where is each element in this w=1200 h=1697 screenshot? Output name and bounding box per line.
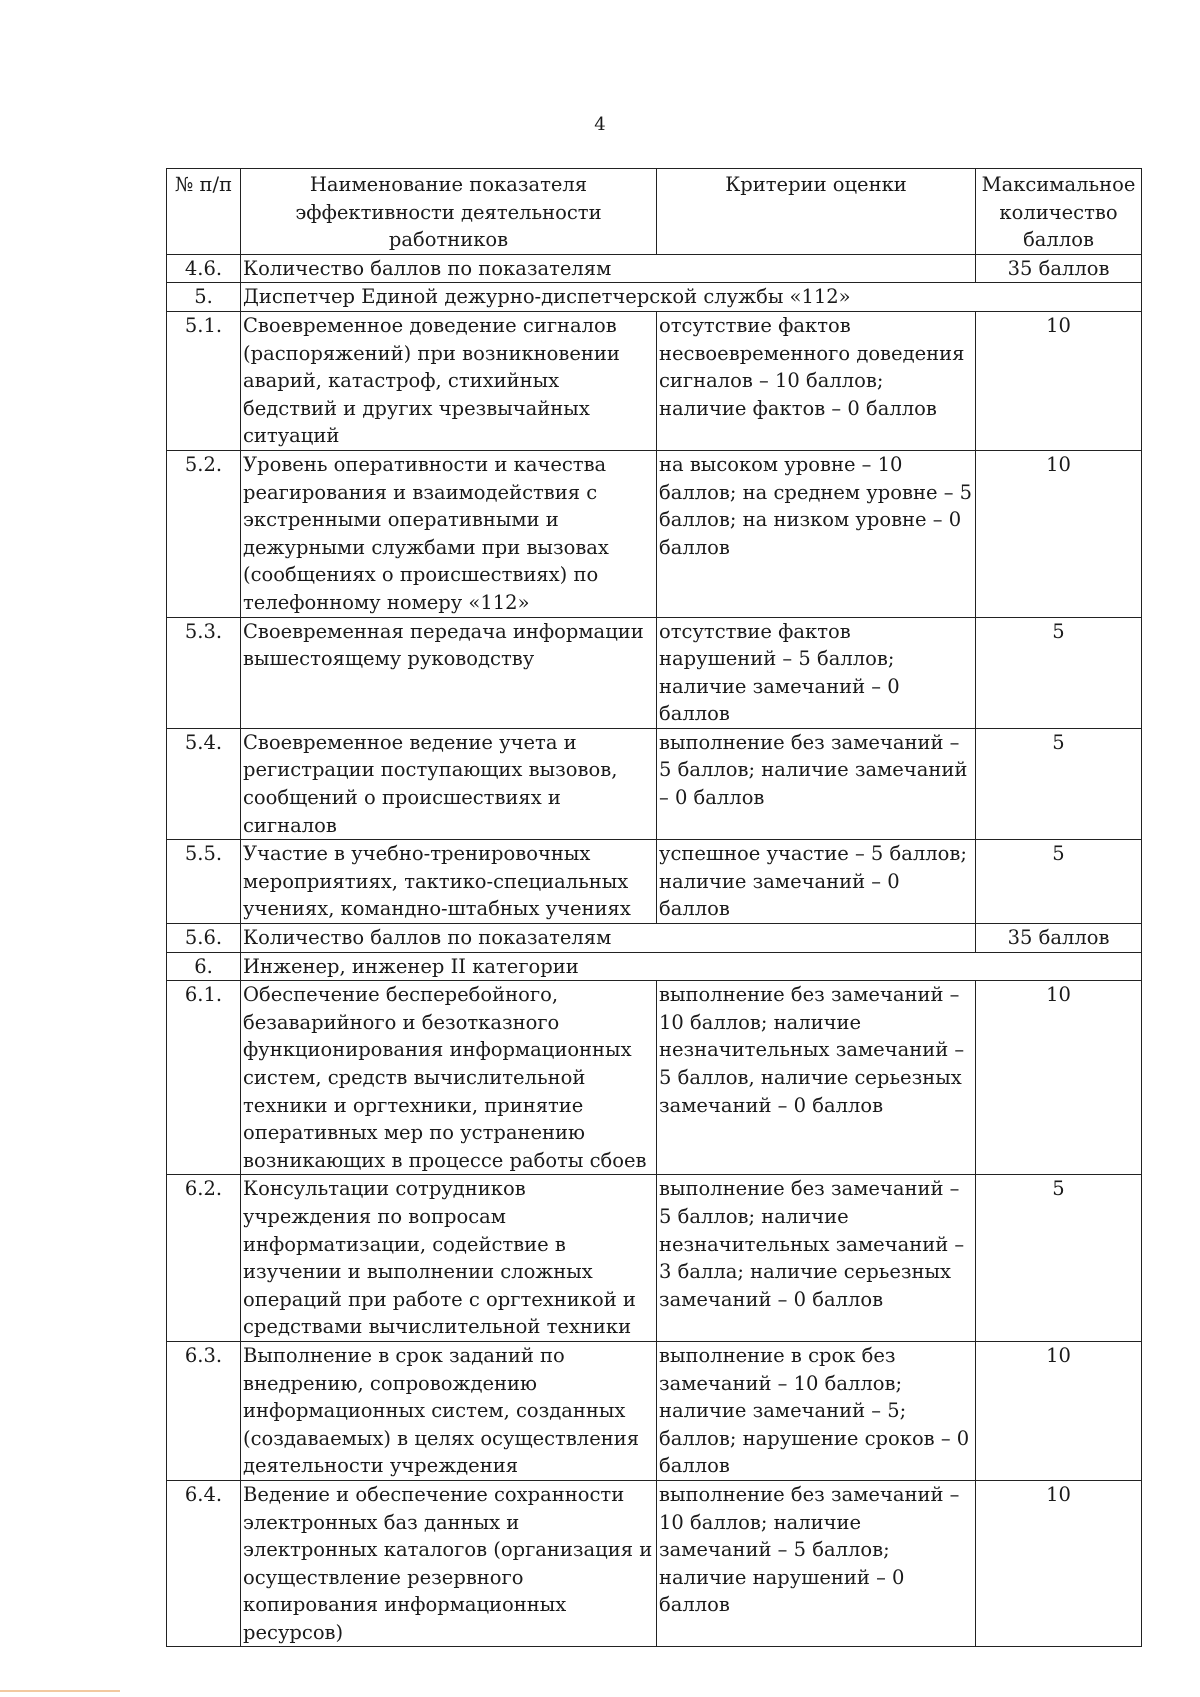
row-name: Выполнение в срок заданий по внедрению, сопровождению информационных систем, созданных (создаваемых) в целях осуществления деятельности учреждения [241,1341,657,1480]
row-max: 10 [976,311,1142,450]
row-criteria: успешное участие – 5 баллов; наличие замечаний – 0 баллов [657,840,976,924]
row-criteria: выполнение в срок без замечаний – 10 баллов; наличие замечаний – 5; баллов; нарушение сроков – 0 баллов [657,1341,976,1480]
header-num: № п/п [167,169,241,255]
row-max: 35 баллов [976,924,1142,953]
section-title: Инженер, инженер II категории [241,952,1142,981]
row-name: Обеспечение бесперебойного, безаварийного и безотказного функционирования информационных систем, средств вычислительной техники и оргтехники, принятие оперативных мер по устранению возникающих в процессе работы сбоев [241,981,657,1175]
row-num: 6. [167,952,241,981]
table-row [167,840,1142,924]
row-max: 10 [976,450,1142,617]
row-num: 5. [167,283,241,312]
header-name: Наименование показателя эффективности деятельности работников [241,169,657,255]
row-criteria: выполнение без замечаний – 5 баллов; наличие незначительных замечаний – 3 балла; наличие серьезных замечаний – 0 баллов [657,1175,976,1342]
row-criteria: отсутствие фактов несвоевременного доведения сигналов – 10 баллов; наличие фактов – 0 баллов [657,311,976,450]
row-max: 5 [976,728,1142,839]
table-row-section [167,283,1142,312]
table-row [167,728,1142,839]
section-title: Диспетчер Единой дежурно-диспетчерской службы «112» [241,283,1142,312]
table-row [167,617,1142,728]
table-row [167,1480,1142,1647]
table-row-section [167,952,1142,981]
row-name: Своевременная передача информации вышестоящему руководству [241,617,657,728]
table-row [167,1175,1142,1342]
row-name: Участие в учебно-тренировочных мероприятиях, тактико-специальных учениях, командно-штабных учениях [241,840,657,924]
row-num: 6.4. [167,1480,241,1647]
row-name: Своевременное ведение учета и регистрации поступающих вызовов, сообщений о происшествиях и сигналов [241,728,657,839]
row-max: 5 [976,617,1142,728]
row-max: 5 [976,1175,1142,1342]
row-num: 5.2. [167,450,241,617]
row-num: 6.3. [167,1341,241,1480]
table-row [167,1341,1142,1480]
row-max: 10 [976,1480,1142,1647]
row-num: 6.2. [167,1175,241,1342]
scan-edge-mark [0,1690,120,1692]
row-num: 5.4. [167,728,241,839]
row-num: 5.3. [167,617,241,728]
row-criteria: выполнение без замечаний – 10 баллов; наличие незначительных замечаний – 5 баллов, наличие серьезных замечаний – 0 баллов [657,981,976,1175]
row-criteria: выполнение без замечаний – 10 баллов; наличие замечаний – 5 баллов; наличие нарушений – 0 баллов [657,1480,976,1647]
table-row-total [167,254,1142,283]
row-max: 5 [976,840,1142,924]
row-name: Своевременное доведение сигналов (распоряжений) при возникновении аварий, катастроф, стихийных бедствий и других чрезвычайных ситуаций [241,311,657,450]
row-name: Ведение и обеспечение сохранности электронных баз данных и электронных каталогов (организация и осуществление резервного копирования информационных ресурсов) [241,1480,657,1647]
page-number: 4 [594,114,606,135]
table-row [167,981,1142,1175]
table-row [167,311,1142,450]
table-header-row [167,169,1142,255]
row-max: 10 [976,1341,1142,1480]
header-max: Максимальное количество баллов [976,169,1142,255]
row-num: 4.6. [167,254,241,283]
table-row [167,450,1142,617]
row-num: 5.6. [167,924,241,953]
row-num: 6.1. [167,981,241,1175]
table-row-total [167,924,1142,953]
row-criteria: выполнение без замечаний – 5 баллов; наличие замечаний – 0 баллов [657,728,976,839]
row-num: 5.5. [167,840,241,924]
row-name: Консультации сотрудников учреждения по вопросам информатизации, содействие в изучении и выполнении сложных операций при работе с оргтехникой и средствами вычислительной техники [241,1175,657,1342]
row-name: Уровень оперативности и качества реагирования и взаимодействия с экстренными оперативными и дежурными службами при вызовах (сообщениях о происшествиях) по телефонному номеру «112» [241,450,657,617]
row-criteria: на высоком уровне – 10 баллов; на среднем уровне – 5 баллов; на низком уровне – 0 баллов [657,450,976,617]
row-max: 35 баллов [976,254,1142,283]
row-name: Количество баллов по показателям [241,254,976,283]
row-criteria: отсутствие фактов нарушений – 5 баллов; наличие замечаний – 0 баллов [657,617,976,728]
row-num: 5.1. [167,311,241,450]
criteria-table [166,168,1142,1647]
row-name: Количество баллов по показателям [241,924,976,953]
header-criteria: Критерии оценки [657,169,976,255]
row-max: 10 [976,981,1142,1175]
